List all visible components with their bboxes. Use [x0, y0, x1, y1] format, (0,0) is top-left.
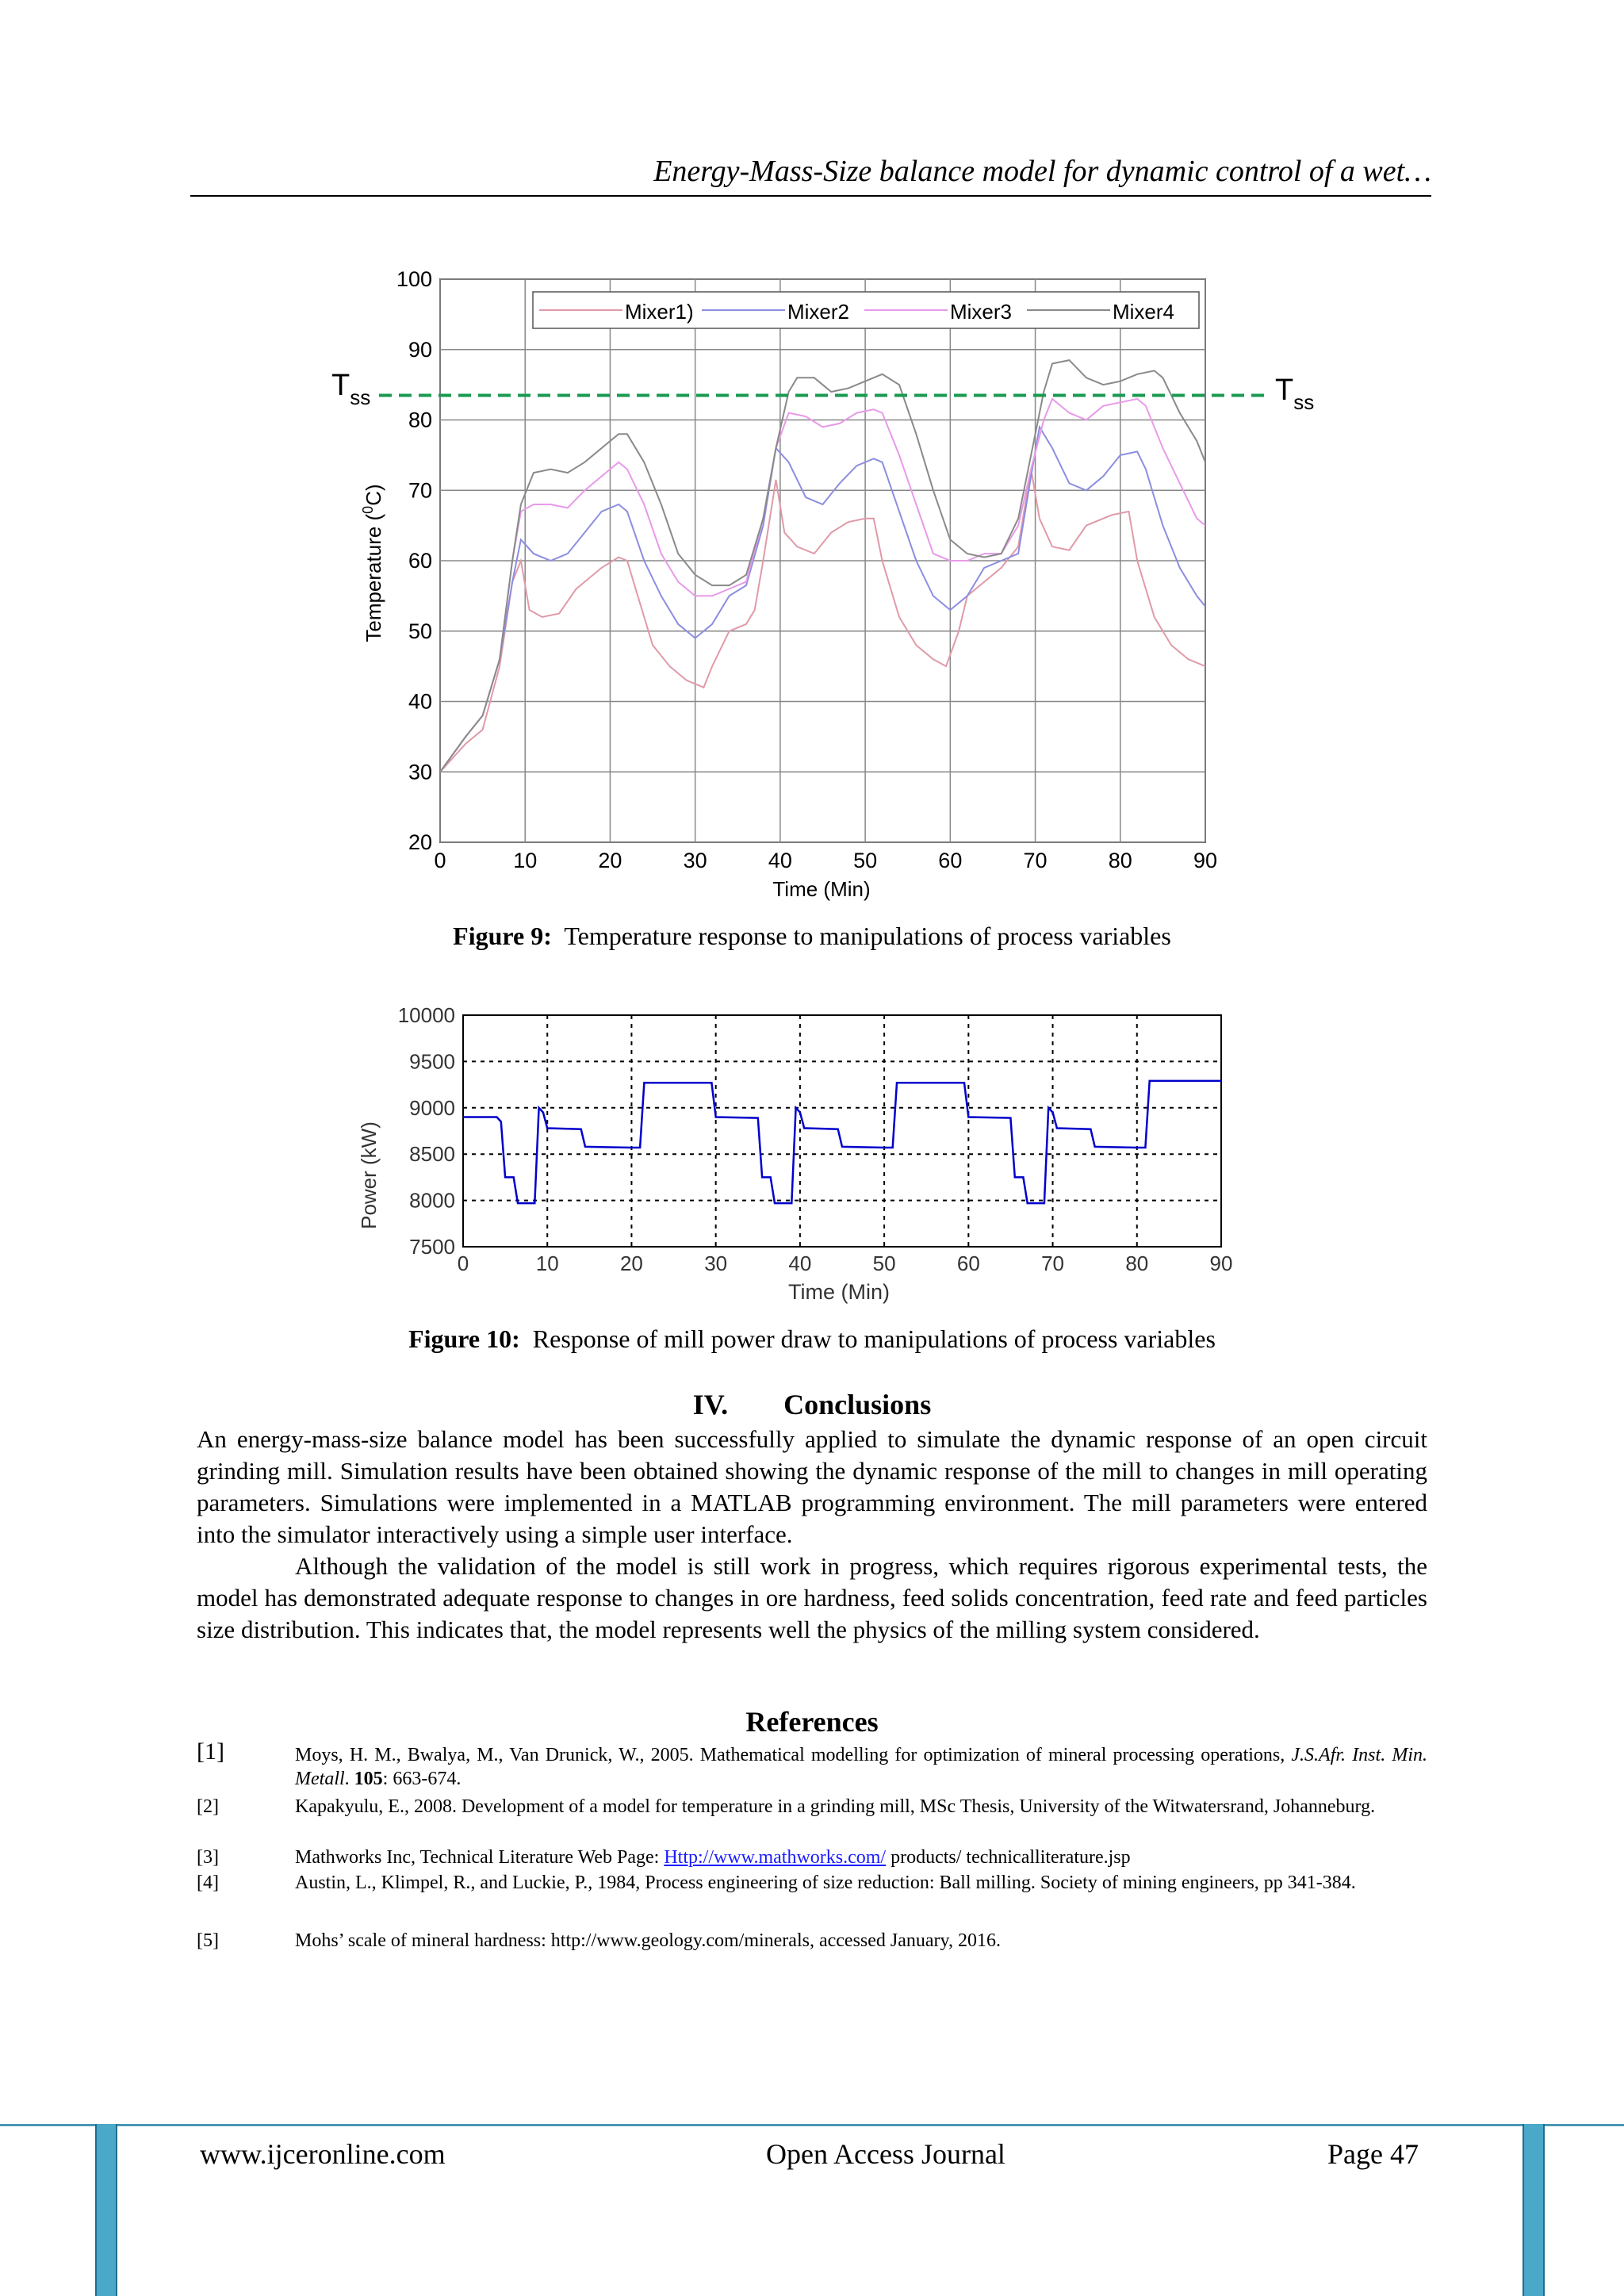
figure-9-caption-label: Figure 9:	[453, 922, 552, 950]
fig9-y-tick-label: 60	[408, 549, 432, 573]
running-title: Energy-Mass-Size balance model for dynamic control of a wet…	[653, 155, 1431, 188]
fig9-x-tick-label: 70	[1023, 849, 1048, 872]
reference-text: Moys, H. M., Bwalya, M., Van Drunick, W., 2005. Mathematical modelling for optimization of mineral processing operations, J.S.Afr. Inst. Min. Metall. 105: 663-674.	[295, 1745, 1427, 1789]
fig10-x-axis-label: Time (Min)	[788, 1280, 890, 1304]
fig9-y-tick-label: 100	[396, 267, 432, 291]
reference-text: Mathworks Inc, Technical Literature Web Page: Http://www.mathworks.com/ products/ technicalliterature.jsp	[295, 1847, 1131, 1868]
reference-1	[197, 1738, 1427, 1792]
reference-2	[197, 1795, 1427, 1844]
fig10-x-tick-label: 60	[956, 1251, 980, 1275]
reference-number: [1]	[197, 1738, 224, 1765]
reference-text: Kapakyulu, E., 2008. Development of a model for temperature in a grinding mill, MSc Thesis, University of the Witwatersrand, Johanneburg.	[295, 1796, 1376, 1817]
figure-9-chart	[0, 0, 1624, 952]
fig9-x-tick-label: 50	[853, 849, 878, 872]
figure-10-caption	[0, 1324, 1624, 1354]
fig10-plot-area	[463, 1015, 1221, 1247]
fig10-x-tick-label: 50	[872, 1251, 896, 1275]
fig10-x-tick-label: 20	[619, 1251, 643, 1275]
figure-9-caption-text: Temperature response to manipulations of process variables	[564, 922, 1171, 950]
fig10-y-tick-label: 7500	[409, 1235, 455, 1259]
paragraph-2: Although the validation of the model is still work in progress, which requires rigorous experimental tests, the model has demonstrated adequate response to changes in ore hardness, feed solids concentration, feed rate and feed particles size distribution. This indicates that, the model represents well the physics of the milling system considered.	[197, 1552, 1427, 1643]
fig9-y-tick-label: 20	[408, 830, 432, 854]
reference-4	[197, 1871, 1427, 1920]
fig9-legend-label: Mixer4	[1113, 300, 1175, 324]
reference-text: Mohs’ scale of mineral hardness: http://www.geology.com/minerals, accessed January, 2016.	[295, 1930, 1001, 1951]
fig9-legend-label: Mixer1)	[625, 300, 694, 324]
mathworks-link[interactable]: Http://www.mathworks.com/	[664, 1847, 887, 1868]
references-heading: References	[745, 1706, 879, 1738]
fig9-x-tick-label: 90	[1193, 849, 1218, 872]
figure-10-chart	[0, 952, 1624, 1317]
fig10-y-tick-label: 8500	[409, 1142, 455, 1167]
footer-rule	[0, 2124, 1624, 2126]
fig9-y-tick-label: 80	[408, 408, 432, 432]
footer-page-number: Page 47	[1327, 2138, 1419, 2170]
footer-journal: Open Access Journal	[766, 2138, 1005, 2170]
footer-left-bar	[95, 2124, 117, 2296]
footer-website: www.ijceronline.com	[200, 2138, 446, 2170]
reference-3	[197, 1846, 1427, 1871]
fig10-y-tick-label: 10000	[397, 1003, 455, 1027]
reference-number: [3]	[197, 1847, 219, 1868]
fig9-legend-label: Mixer2	[787, 300, 850, 324]
fig10-y-tick-label: 9500	[409, 1049, 455, 1074]
fig9-x-tick-label: 10	[513, 849, 538, 872]
fig9-y-tick-label: 50	[408, 619, 432, 643]
fig10-y-tick-label: 8000	[409, 1188, 455, 1213]
fig10-x-tick-label: 40	[788, 1251, 812, 1275]
reference-number: [4]	[197, 1872, 219, 1893]
fig10-x-tick-label: 30	[704, 1251, 728, 1275]
reference-number: [2]	[197, 1796, 219, 1817]
fig10-y-tick-label: 9000	[409, 1095, 455, 1120]
fig9-x-axis-label: Time (Min)	[772, 877, 871, 901]
fig10-x-tick-label: 70	[1041, 1251, 1065, 1275]
fig10-x-tick-label: 80	[1125, 1251, 1149, 1275]
fig10-x-tick-label: 10	[535, 1251, 559, 1275]
reference-5	[197, 1929, 1427, 1954]
fig9-y-tick-label: 90	[408, 337, 432, 362]
fig9-x-tick-label: 20	[598, 849, 622, 872]
figure-10-caption-text: Response of mill power draw to manipulations of process variables	[532, 1324, 1216, 1353]
tss-label-left: $T_{ss}$	[331, 369, 371, 409]
paragraph-1: An energy-mass-size balance model has been successfully applied to simulate the dynamic response of an open circuit grinding mill. Simulation results have been obtained showing the dynamic response of the mill to changes in mill operating parameters. Simulations were implemented in a MATLAB programming environment. The mill parameters were entered into the simulator interactively using a simple user interface.	[197, 1425, 1427, 1548]
reference-number: [5]	[197, 1930, 219, 1951]
fig9-x-tick-label: 40	[768, 849, 792, 872]
fig10-x-tick-label: 0	[457, 1251, 469, 1275]
fig9-legend	[533, 292, 1199, 328]
fig9-y-axis-label: Temperature ($^0$C)	[360, 484, 385, 642]
figure-10-caption-label: Figure 10:	[408, 1324, 520, 1353]
footer-right-bar	[1522, 2124, 1545, 2296]
fig9-x-tick-label: 30	[683, 849, 707, 872]
fig10-x-tick-label: 90	[1209, 1251, 1233, 1275]
fig9-x-tick-label: 80	[1108, 849, 1132, 872]
section-number: IV.	[692, 1389, 729, 1420]
fig10-y-axis-label: Power (kW)	[357, 1121, 381, 1229]
section-title: Conclusions	[783, 1389, 932, 1420]
figure-9-caption	[0, 922, 1624, 951]
fig9-legend-label: Mixer3	[950, 300, 1013, 324]
fig9-grid	[440, 279, 1205, 842]
section-heading	[0, 1388, 1624, 1421]
fig9-y-tick-label: 40	[408, 689, 432, 714]
fig9-x-tick-label: 60	[938, 849, 963, 872]
reference-text: Austin, L., Klimpel, R., and Luckie, P., 1984, Process engineering of size reduction: Ball milling. Society of mining engineers, pp 341-384.	[295, 1872, 1356, 1893]
fig9-y-tick-label: 30	[408, 760, 432, 784]
fig9-x-tick-label: 0	[434, 849, 446, 872]
fig9-y-tick-label: 70	[408, 478, 432, 503]
fig10-grid	[463, 1015, 1221, 1247]
tss-label-right: $T_{ss}$	[1275, 374, 1315, 414]
